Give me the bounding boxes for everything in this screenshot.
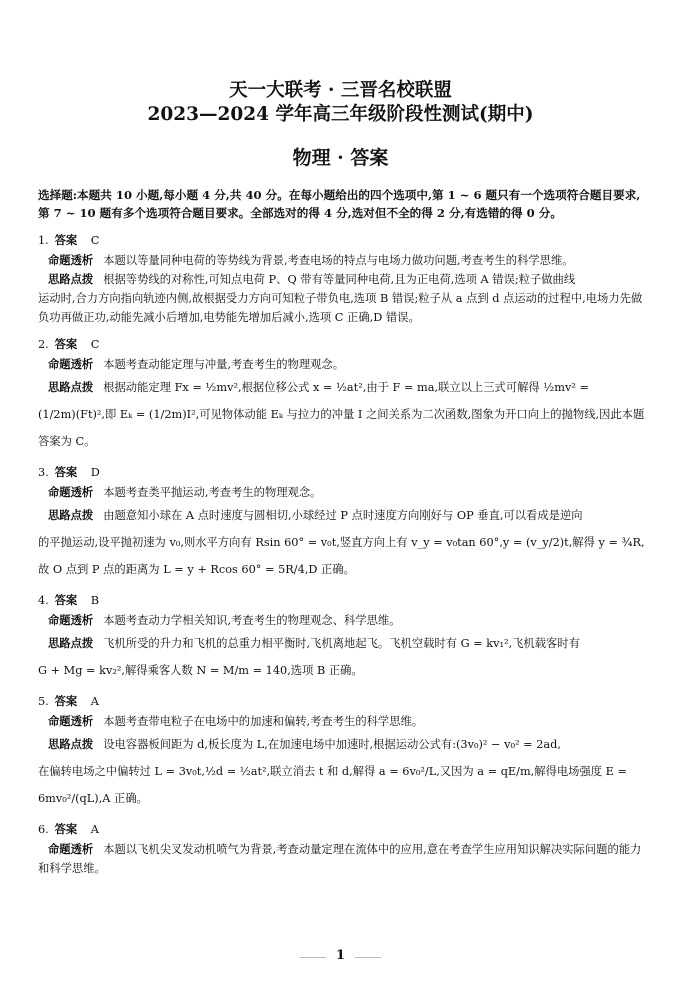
- insight-line: [38, 251, 648, 270]
- insight-label: 命题透析: [48, 253, 94, 267]
- insight-text: 本题以等量同种电荷的等势线为背景,考查电场的特点与电场力做功问题,考查考生的科学思维。: [103, 254, 574, 267]
- answer-label: 答案: [54, 694, 78, 708]
- hint-text: 根据等势线的对称性,可知点电荷 P、Q 带有等量同种电荷,且为正电荷,选项 A 错误;粒子做曲线: [103, 273, 576, 286]
- hint-label: 思路点拨: [48, 508, 94, 522]
- question-3: [38, 463, 648, 583]
- questions-list: [38, 231, 648, 878]
- insight-text: 本题考查动能定理与冲量,考查考生的物理观念。: [103, 358, 345, 371]
- answer-line: [38, 463, 648, 483]
- question-number: 1.: [38, 234, 49, 247]
- answer-label: 答案: [54, 822, 78, 836]
- question-1: [38, 231, 648, 327]
- exam-session-title: 2023—2024 学年高三年级阶段性测试(期中): [147, 104, 534, 125]
- insight-line: [38, 483, 648, 502]
- page-number: 1: [335, 948, 346, 963]
- answer-label: 答案: [54, 337, 78, 351]
- footer-rule-right: [355, 957, 381, 958]
- answer-value: C: [90, 338, 100, 351]
- hint-line: [38, 270, 648, 289]
- answer-line: [38, 591, 648, 611]
- insight-text: 本题考查动力学相关知识,考查考生的物理观念、科学思维。: [103, 614, 401, 627]
- answer-label: 答案: [54, 233, 78, 247]
- insight-label: 命题透析: [48, 357, 94, 371]
- exam-league-title: 天一大联考 · 三晋名校联盟: [229, 80, 452, 101]
- question-4: [38, 591, 648, 684]
- hint-continuation: 的平抛运动,设平抛初速为 v₀,则水平方向有 Rsin 60° = v₀t,竖直方向上有 v_y = v₀tan 60°,y = (v_y/2)t,解得 y = ¾R,故 O 点到 P 点的距离为 L = y + Rcos 60° = 5R/4,D 正确。: [38, 536, 645, 576]
- answer-value: A: [90, 823, 99, 836]
- insight-label: 命题透析: [48, 714, 94, 728]
- answer-line: [38, 231, 648, 251]
- answer-value: A: [90, 695, 99, 708]
- answer-line: [38, 335, 648, 355]
- hint-continuation: (1/2m)(Ft)²,即 Eₖ = (1/2m)I²,可见物体动能 Eₖ 与拉力的冲量 I 之间关系为二次函数,图象为开口向上的抛物线,因此本题答案为 C。: [38, 408, 645, 448]
- hint-continuation: 在偏转电场之中偏转过 L = 3v₀t,½d = ½at²,联立消去 t 和 d,解得 a = 6v₀²/L,又因为 a = qE/m,解得电场强度 E = 6mv₀²/(qL),A 正确。: [38, 765, 627, 805]
- insight-text: 本题以飞机尖叉发动机喷气为背景,考查动量定理在流体中的应用,意在考查学生应用知识解决实际问题的能力和科学思维。: [38, 843, 642, 875]
- hint-label: 思路点拨: [48, 737, 94, 751]
- answer-label: 答案: [54, 593, 78, 607]
- answer-line: [38, 692, 648, 712]
- insight-line: [38, 712, 648, 731]
- subject-title: 物理 · 答案: [292, 147, 389, 169]
- question-2: [38, 335, 648, 455]
- hint-text: 飞机所受的升力和飞机的总重力相平衡时,飞机离地起飞。飞机空载时有 G = kv₁²,飞机载客时有: [103, 637, 580, 650]
- hint-text: 由题意知小球在 A 点时速度与圆相切,小球经过 P 点时速度方向刚好与 OP 垂直,可以看成是逆向: [103, 509, 583, 522]
- insight-line: [38, 840, 648, 878]
- insight-label: 命题透析: [48, 613, 94, 627]
- answer-value: D: [90, 466, 100, 479]
- insight-text: 本题考查带电粒子在电场中的加速和偏转,考查考生的科学思维。: [103, 715, 424, 728]
- hint-line: [38, 731, 648, 758]
- hint-line: [38, 630, 648, 657]
- question-number: 4.: [38, 594, 49, 607]
- answer-value: B: [90, 594, 100, 607]
- section-instructions: 选择题:本题共 10 小题,每小题 4 分,共 40 分。在每小题给出的四个选项中,第 1 ~ 6 题只有一个选项符合题目要求,第 7 ~ 10 题有多个选项符合题目要求。全部选对的得 4 分,选对但不全的得 2 分,有选错的得 0 分。: [38, 188, 641, 220]
- hint-text: 设电容器板间距为 d,板长度为 L,在加速电场中加速时,根据运动公式有:(3v₀)² − v₀² = 2ad,: [103, 738, 561, 751]
- insight-text: 本题考查类平抛运动,考查考生的物理观念。: [103, 486, 322, 499]
- hint-continuation: G + Mg = kv₂²,解得乘客人数 N = M/m = 140,选项 B 正确。: [38, 664, 363, 677]
- answer-label: 答案: [54, 465, 78, 479]
- insight-label: 命题透析: [48, 842, 94, 856]
- hint-line: [38, 374, 648, 401]
- question-number: 6.: [38, 823, 49, 836]
- question-5: [38, 692, 648, 812]
- insight-line: [38, 355, 648, 374]
- hint-label: 思路点拨: [48, 380, 94, 394]
- question-number: 3.: [38, 466, 49, 479]
- insight-label: 命题透析: [48, 485, 94, 499]
- hint-continuation: 运动时,合力方向指向轨迹内侧,故根据受力方向可知粒子带负电,选项 B 错误;粒子从 a 点到 d 点运动的过程中,电场力先做负功再做正功,动能先减小后增加,电势能先增加后减小,选项 C 正确,D 错误。: [38, 292, 643, 324]
- hint-label: 思路点拨: [48, 636, 94, 650]
- answer-line: [38, 820, 648, 840]
- question-number: 5.: [38, 695, 49, 708]
- hint-text: 根据动能定理 Fx = ½mv²,根据位移公式 x = ½at²,由于 F = ma,联立以上三式可解得 ½mv² =: [103, 381, 589, 394]
- hint-line: [38, 502, 648, 529]
- question-number: 2.: [38, 338, 49, 351]
- hint-label: 思路点拨: [48, 272, 94, 286]
- insight-line: [38, 611, 648, 630]
- question-6: [38, 820, 648, 878]
- answer-value: C: [90, 234, 100, 247]
